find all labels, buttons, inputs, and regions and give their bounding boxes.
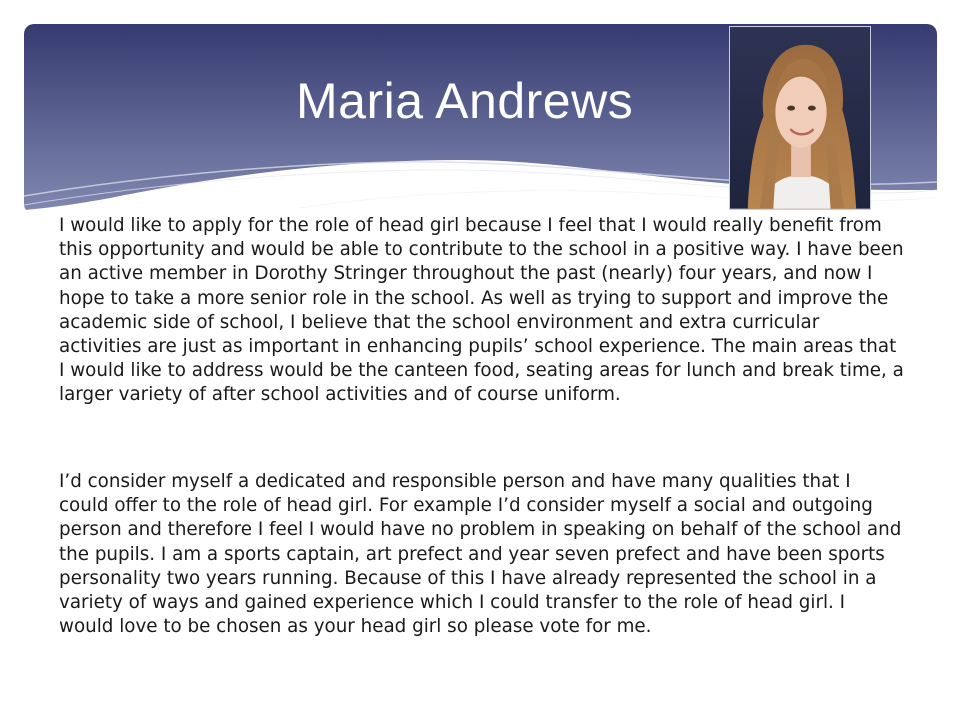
portrait-photo (729, 26, 871, 210)
slide-title: Maria Andrews (296, 73, 634, 129)
body-paragraph-1: I would like to apply for the role of head girl because I feel that I would really benefit from this opportunity and would be able to contribute to the school in a positive way. I have been an active member in Dorothy Stringer throughout the past (nearly) four years, and now I hope to take a more senior role in the school. As well as trying to support and improve the academic side of school, I believe that the school environment and extra curricular activities are just as important in enhancing pupils’ school experience. The main areas that I would like to address would be the canteen food, seating areas for lunch and break time, a larger variety of after school activities and of course uniform. (59, 215, 904, 406)
portrait-photo-image (730, 27, 870, 209)
body-paragraph-2: I’d consider myself a dedicated and responsible person and have many qualities that I could offer to the role of head girl. For example I’d consider myself a social and outgoing person and therefore I feel I would have no problem in speaking on behalf of the school and the pupils. I am a sports captain, art prefect and year seven prefect and have been sports personality two years running. Because of this I have already represented the school in a variety of ways and gained experience which I could transfer to the role of head girl. I would love to be chosen as your head girl so please vote for me. (59, 471, 902, 638)
